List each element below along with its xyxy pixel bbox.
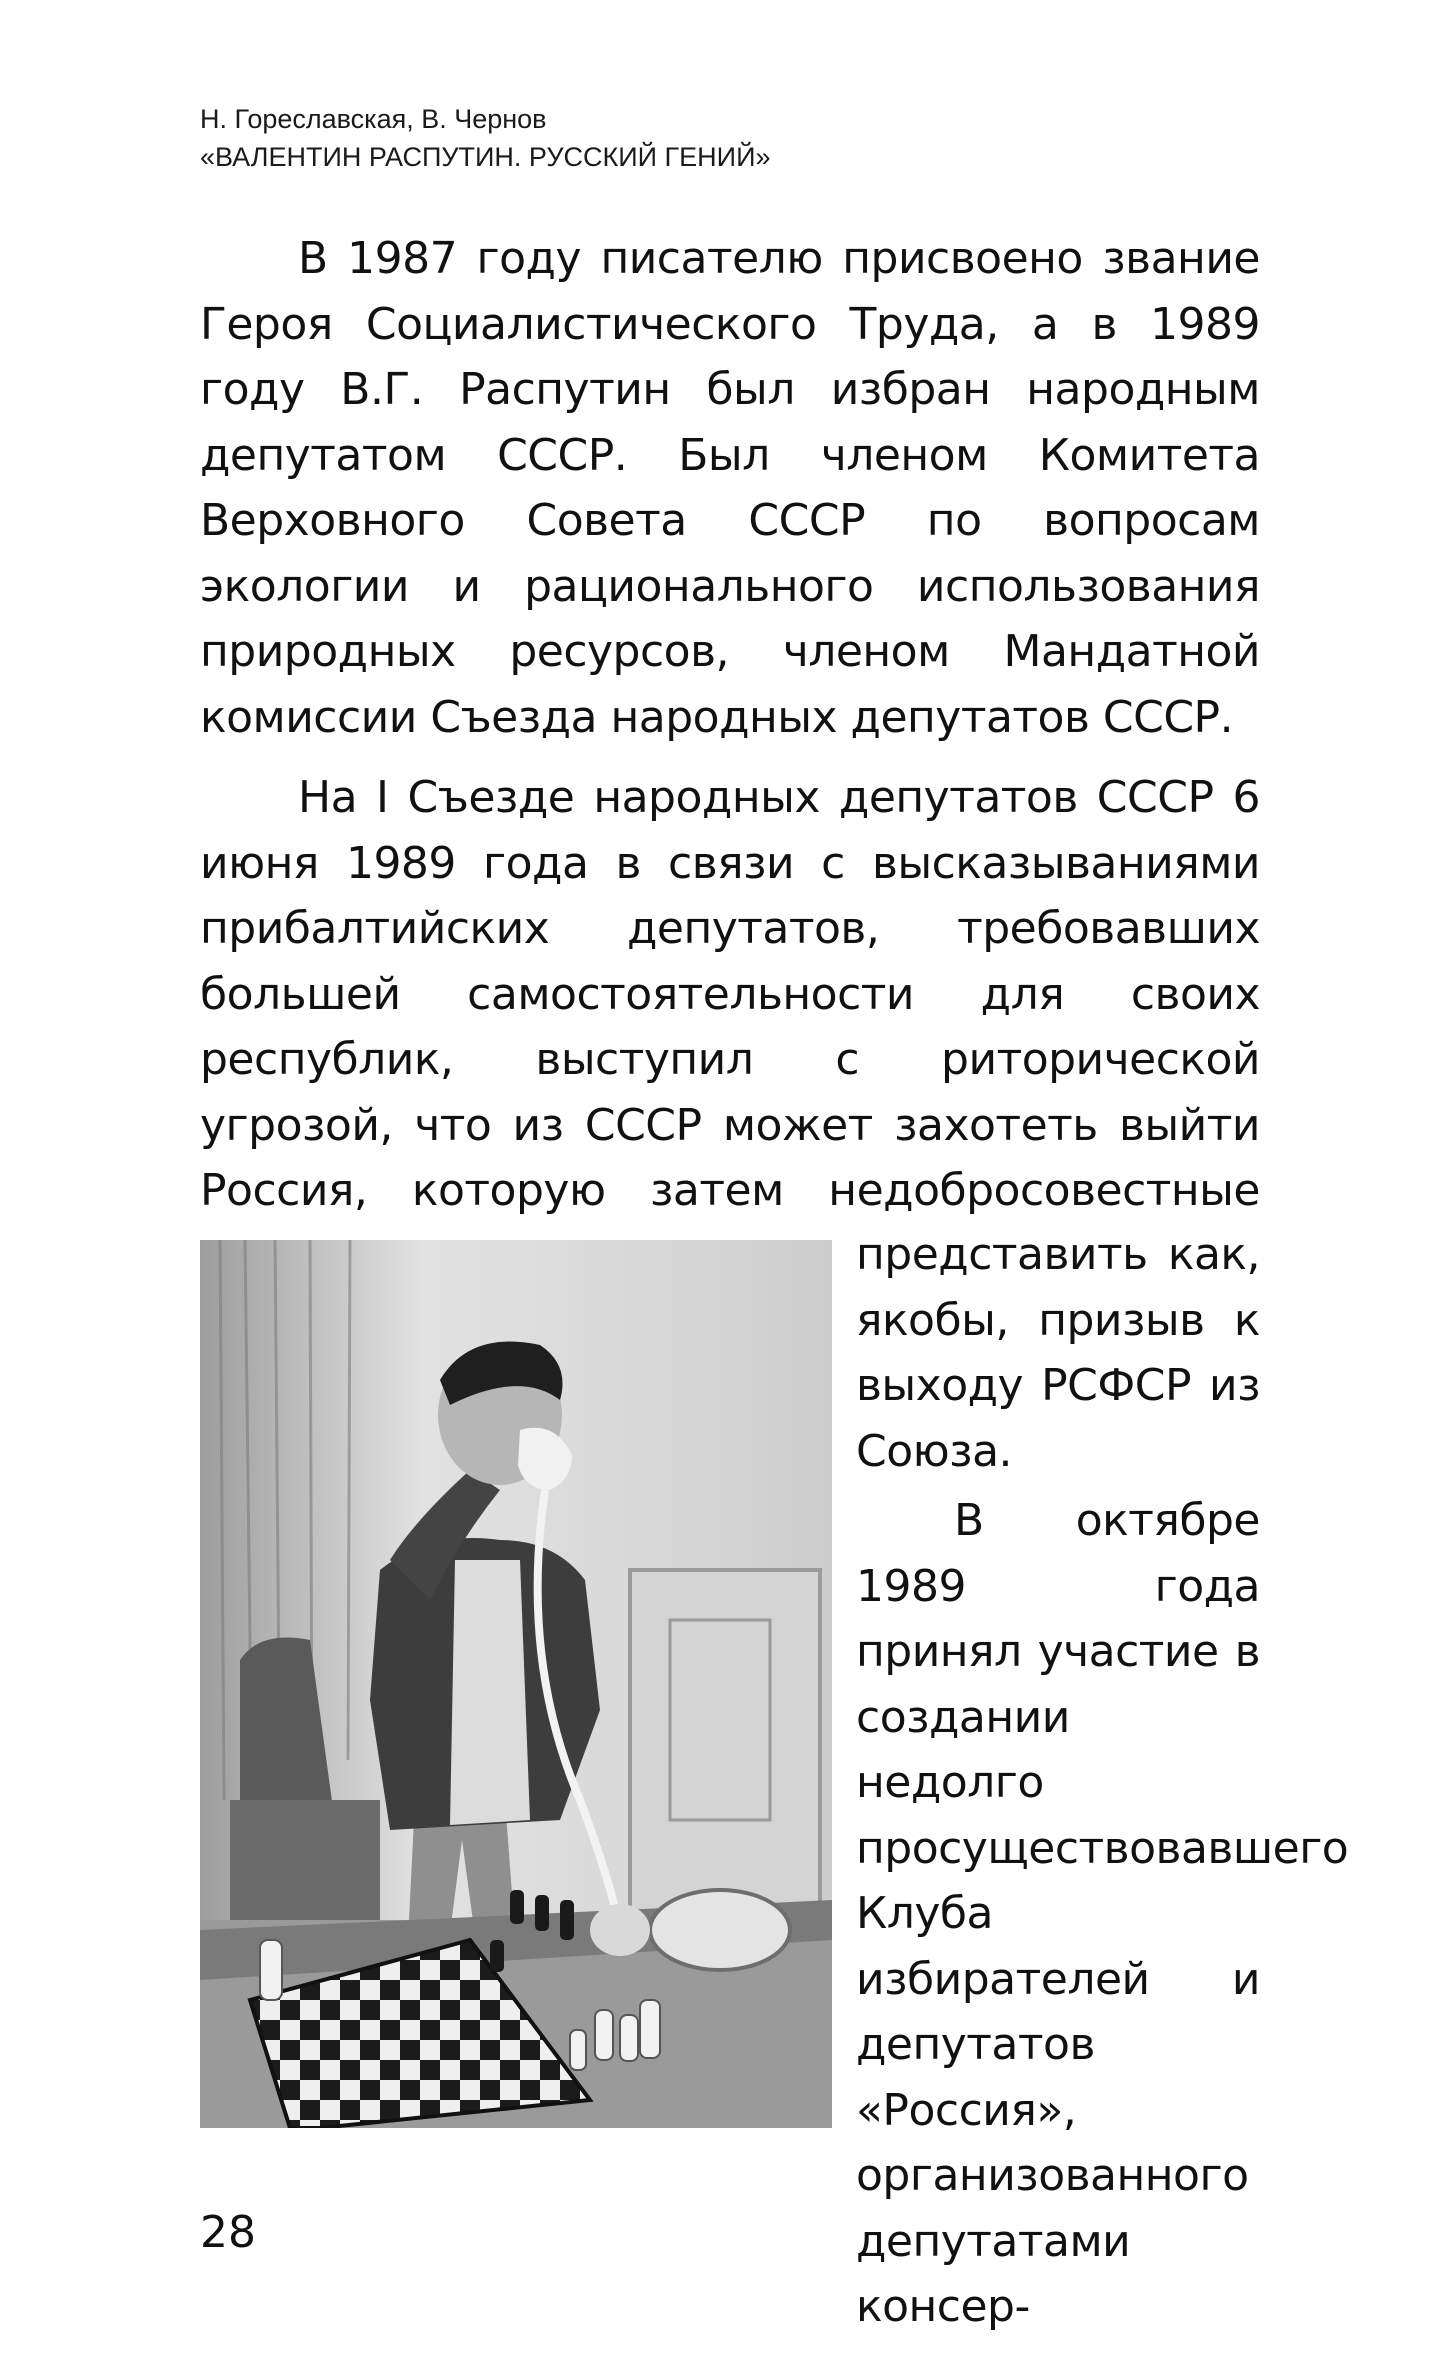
paragraph-3 [856,1488,1349,2340]
paragraph-1-text: В 1987 году писателю присвоено звание Героя Социалистического Труда, а в 1989 году В.Г. Распутин был избран народным депутатом СССР. Был членом Комитета Верховного Совета СССР по вопросам экологии и рационального использования природных ресурсов, членом Мандатной комиссии Съезда народных депутатов СССР. [200,233,1260,743]
page-number: 28 [200,2207,256,2258]
paragraph-2 [200,765,1260,1289]
header-book-title: «ВАЛЕНТИН РАСПУТИН. РУССКИЙ ГЕНИЙ» [200,142,771,172]
photo-illustration [200,1240,832,2128]
paragraph-3-text: В октябре 1989 года принял участие в создании недолго просуществовавшего Клуба избирателей и депутатов «Россия», организованного депутатами консер- [856,1495,1349,2332]
paragraph-1 [200,226,1260,750]
running-head [200,100,1260,176]
paragraph-2-tail-text: представить как, якобы, призыв к выходу РСФСР из Союза. [856,1229,1260,1477]
photo-image [200,1240,832,2128]
paragraph-2-continuation [856,1222,1260,1484]
header-authors: Н. Гореславская, В. Чернов [200,104,547,134]
paragraph-2-text: На I Съезде народных депутатов СССР 6 июня 1989 года в связи с высказываниями прибалтийских депутатов, требовавших большей самостоятельности для своих республик, выступил с риторической угрозой, что из СССР может захотеть выйти Россия, которую затем недобросовестные [200,772,1260,1216]
